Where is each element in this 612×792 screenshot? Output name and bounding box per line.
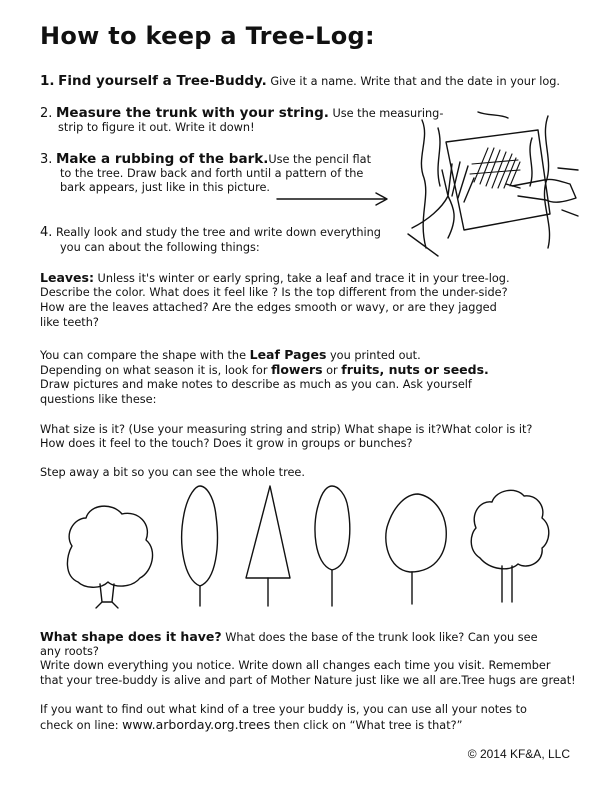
leaf-pages-label: Leaf Pages [249, 347, 327, 362]
compare-text: You can compare the shape with the [40, 349, 247, 362]
page-title: How to keep a Tree-Log: [40, 22, 375, 50]
copyright: © 2014 KF&A, LLC [467, 747, 570, 761]
shape-text: any roots? [40, 645, 99, 658]
columnar-tree-icon [182, 486, 218, 606]
step-number: 2. [40, 106, 53, 121]
shape-text: Write down everything you notice. Write down all changes each time you visit. Remember [40, 659, 551, 672]
step-text: Use the measuring- [332, 107, 444, 120]
compare-line [40, 363, 489, 378]
compare-text: or [326, 364, 338, 377]
step-number: 3. [40, 152, 53, 167]
footer-text: then click on “What tree is that?” [273, 719, 463, 732]
step-3 [40, 152, 371, 167]
step-number: 1. [40, 73, 55, 89]
step-1 [40, 74, 560, 89]
narrow-oval-tree-icon [315, 486, 350, 606]
shape-text: What does the base of the trunk look like? Can you see [225, 631, 538, 644]
step-text: strip to figure it out. Write it down! [58, 121, 255, 134]
compare-text: questions like these: [40, 393, 157, 406]
leaves-heading: Leaves: [40, 270, 94, 285]
round-tree-icon [67, 506, 152, 608]
leaves-paragraph [40, 271, 510, 286]
compare-text: Depending on what season it is, look for [40, 364, 268, 377]
leaves-text: Describe the color. What does it feel like ? Is the top different from the under-side? [40, 286, 508, 299]
footer-text: If you want to find out what kind of a tree your buddy is, you can use all your notes to [40, 703, 527, 716]
compare-line [40, 348, 421, 363]
step-heading: Find yourself a Tree-Buddy. [58, 73, 267, 89]
question-text: How does it feel to the touch? Does it grow in groups or bunches? [40, 437, 413, 450]
step-text: bark appears, just like in this picture. [60, 181, 271, 194]
step-text: to the tree. Draw back and forth until a pattern of the [60, 167, 364, 180]
step-2 [40, 106, 443, 121]
step-4 [40, 226, 381, 240]
leaves-text: How are the leaves attached? Are the edges smooth or wavy, or are they jagged [40, 301, 497, 314]
shape-text: that your tree-buddy is alive and part of Mother Nature just like we all are.Tree hugs are great! [40, 674, 576, 687]
step-text: Use the pencil flat [268, 153, 371, 166]
flowers-label: flowers [271, 362, 323, 377]
step-number: 4. [40, 225, 53, 240]
step-text: Give it a name. Write that and the date in your log. [270, 75, 561, 88]
leaves-text: like teeth? [40, 316, 99, 329]
step-heading: Measure the trunk with your string. [56, 105, 329, 121]
arborday-link[interactable]: www.arborday.org.trees [122, 717, 271, 732]
step-text: you can about the following things: [60, 241, 260, 254]
step-away-text: Step away a bit so you can see the whole tree. [40, 466, 305, 479]
question-text: What size is it? (Use your measuring string and strip) What shape is it?What color is it? [40, 423, 533, 436]
rounded-tree-icon [471, 490, 549, 602]
bark-rubbing-illustration [408, 108, 578, 258]
shape-paragraph [40, 630, 538, 645]
footer-text: check on line: [40, 719, 119, 732]
conical-tree-icon [246, 486, 290, 606]
arrow-icon [275, 190, 395, 206]
step-heading: Make a rubbing of the bark. [56, 151, 269, 167]
leaves-text: Unless it's winter or early spring, take a leaf and trace it in your tree-log. [97, 272, 510, 285]
footer-line [40, 718, 462, 733]
fruits-label: fruits, nuts or seeds. [341, 362, 489, 377]
shape-heading: What shape does it have? [40, 629, 222, 644]
compare-text: you printed out. [330, 349, 421, 362]
step-text: Really look and study the tree and write down everything [56, 226, 381, 239]
compare-text: Draw pictures and make notes to describe as much as you can. Ask yourself [40, 378, 472, 391]
oval-tree-icon [386, 494, 446, 604]
tree-shapes-row [60, 484, 560, 614]
